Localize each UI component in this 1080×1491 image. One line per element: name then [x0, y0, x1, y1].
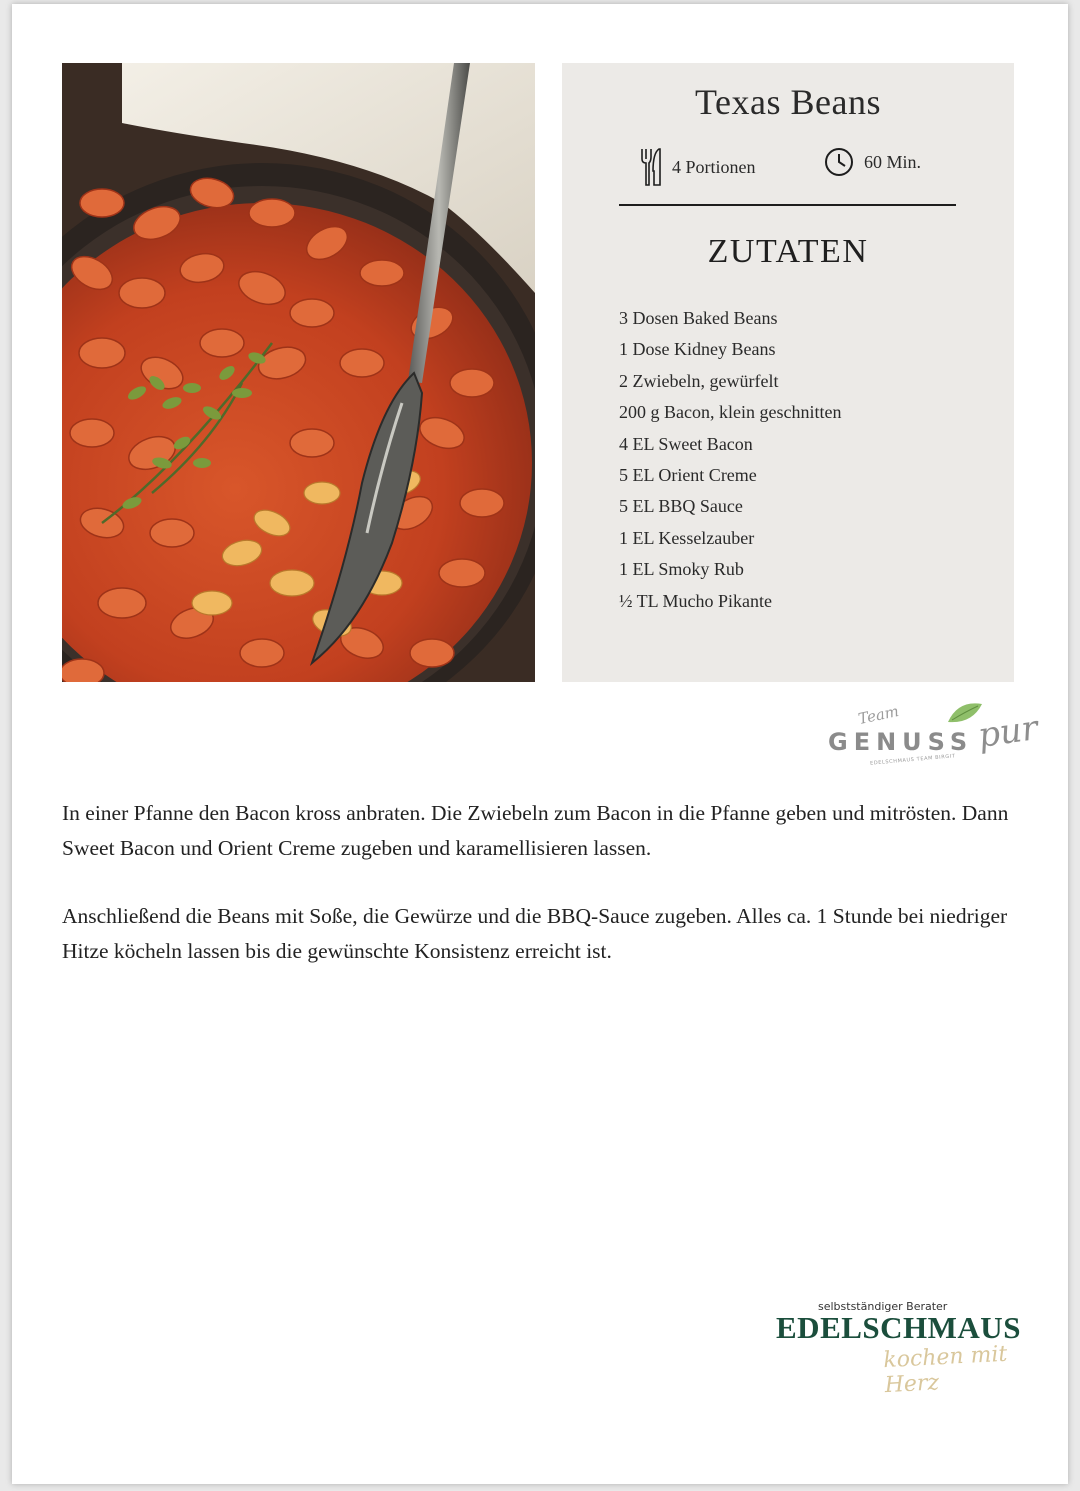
recipe-card — [562, 63, 1014, 682]
ingredient-item: 1 EL Smoky Rub — [619, 559, 744, 580]
cutlery-icon — [640, 147, 662, 187]
team-subline: EDELSCHMAUS TEAM BIRGIT — [869, 753, 956, 767]
time-info — [824, 147, 921, 177]
ingredient-item: 3 Dosen Baked Beans — [619, 308, 778, 328]
recipe-photo — [62, 63, 535, 682]
team-text: Team — [856, 701, 901, 729]
logo-tagline: selbstständiger Berater — [818, 1300, 948, 1313]
recipe-title: Texas Beans — [695, 82, 881, 122]
ingredient-item: ½ TL Mucho Pikante — [619, 590, 772, 611]
time-label: 60 Min. — [864, 151, 922, 172]
logo-script: kochen mit Herz — [882, 1341, 1008, 1399]
ingredient-item: 5 EL BBQ Sauce — [619, 496, 743, 517]
ingredient-item: 1 Dose Kidney Beans — [619, 339, 776, 360]
ingredient-item: 5 EL Orient Creme — [619, 464, 757, 485]
recipe-meta — [640, 147, 940, 189]
clock-icon — [824, 147, 854, 177]
servings-label: 4 Portionen — [672, 156, 756, 177]
ingredient-item: 1 EL Kesselzauber — [619, 527, 755, 548]
servings-info — [640, 147, 756, 187]
beans-skillet-illustration — [62, 63, 535, 682]
edelschmaus-logo — [772, 1294, 1042, 1399]
ingredient-item: 4 EL Sweet Bacon — [619, 433, 753, 454]
ingredient-item: 2 Zwiebeln, gewürfelt — [619, 370, 779, 391]
ingredient-item: 200 g Bacon, klein geschnitten — [619, 402, 842, 423]
team-genuss-logo — [820, 694, 1040, 774]
logo-brand: EDELSCHMAUS — [776, 1310, 1021, 1345]
recipe-page — [12, 4, 1068, 1484]
instruction-paragraph: In einer Pfanne den Bacon kross anbraten. Die Zwiebeln zum Bacon in die Pfanne geben und mitrösten. Dann Sweet Bacon und Orient Creme zugeben und karamellisieren lassen. — [62, 801, 1009, 860]
ingredients-heading: ZUTATEN — [707, 233, 869, 270]
genuss-text: GENUSS — [828, 728, 974, 756]
instructions — [62, 796, 1022, 968]
pur-text: pur — [975, 708, 1041, 756]
divider — [619, 204, 956, 206]
instruction-paragraph: Anschließend die Beans mit Soße, die Gewürze und die BBQ-Sauce zugeben. Alles ca. 1 Stunde bei niedriger Hitze köcheln lassen bis die gewünschte Konsistenz erreicht ist. — [62, 904, 1008, 963]
ingredients-list — [619, 303, 841, 617]
